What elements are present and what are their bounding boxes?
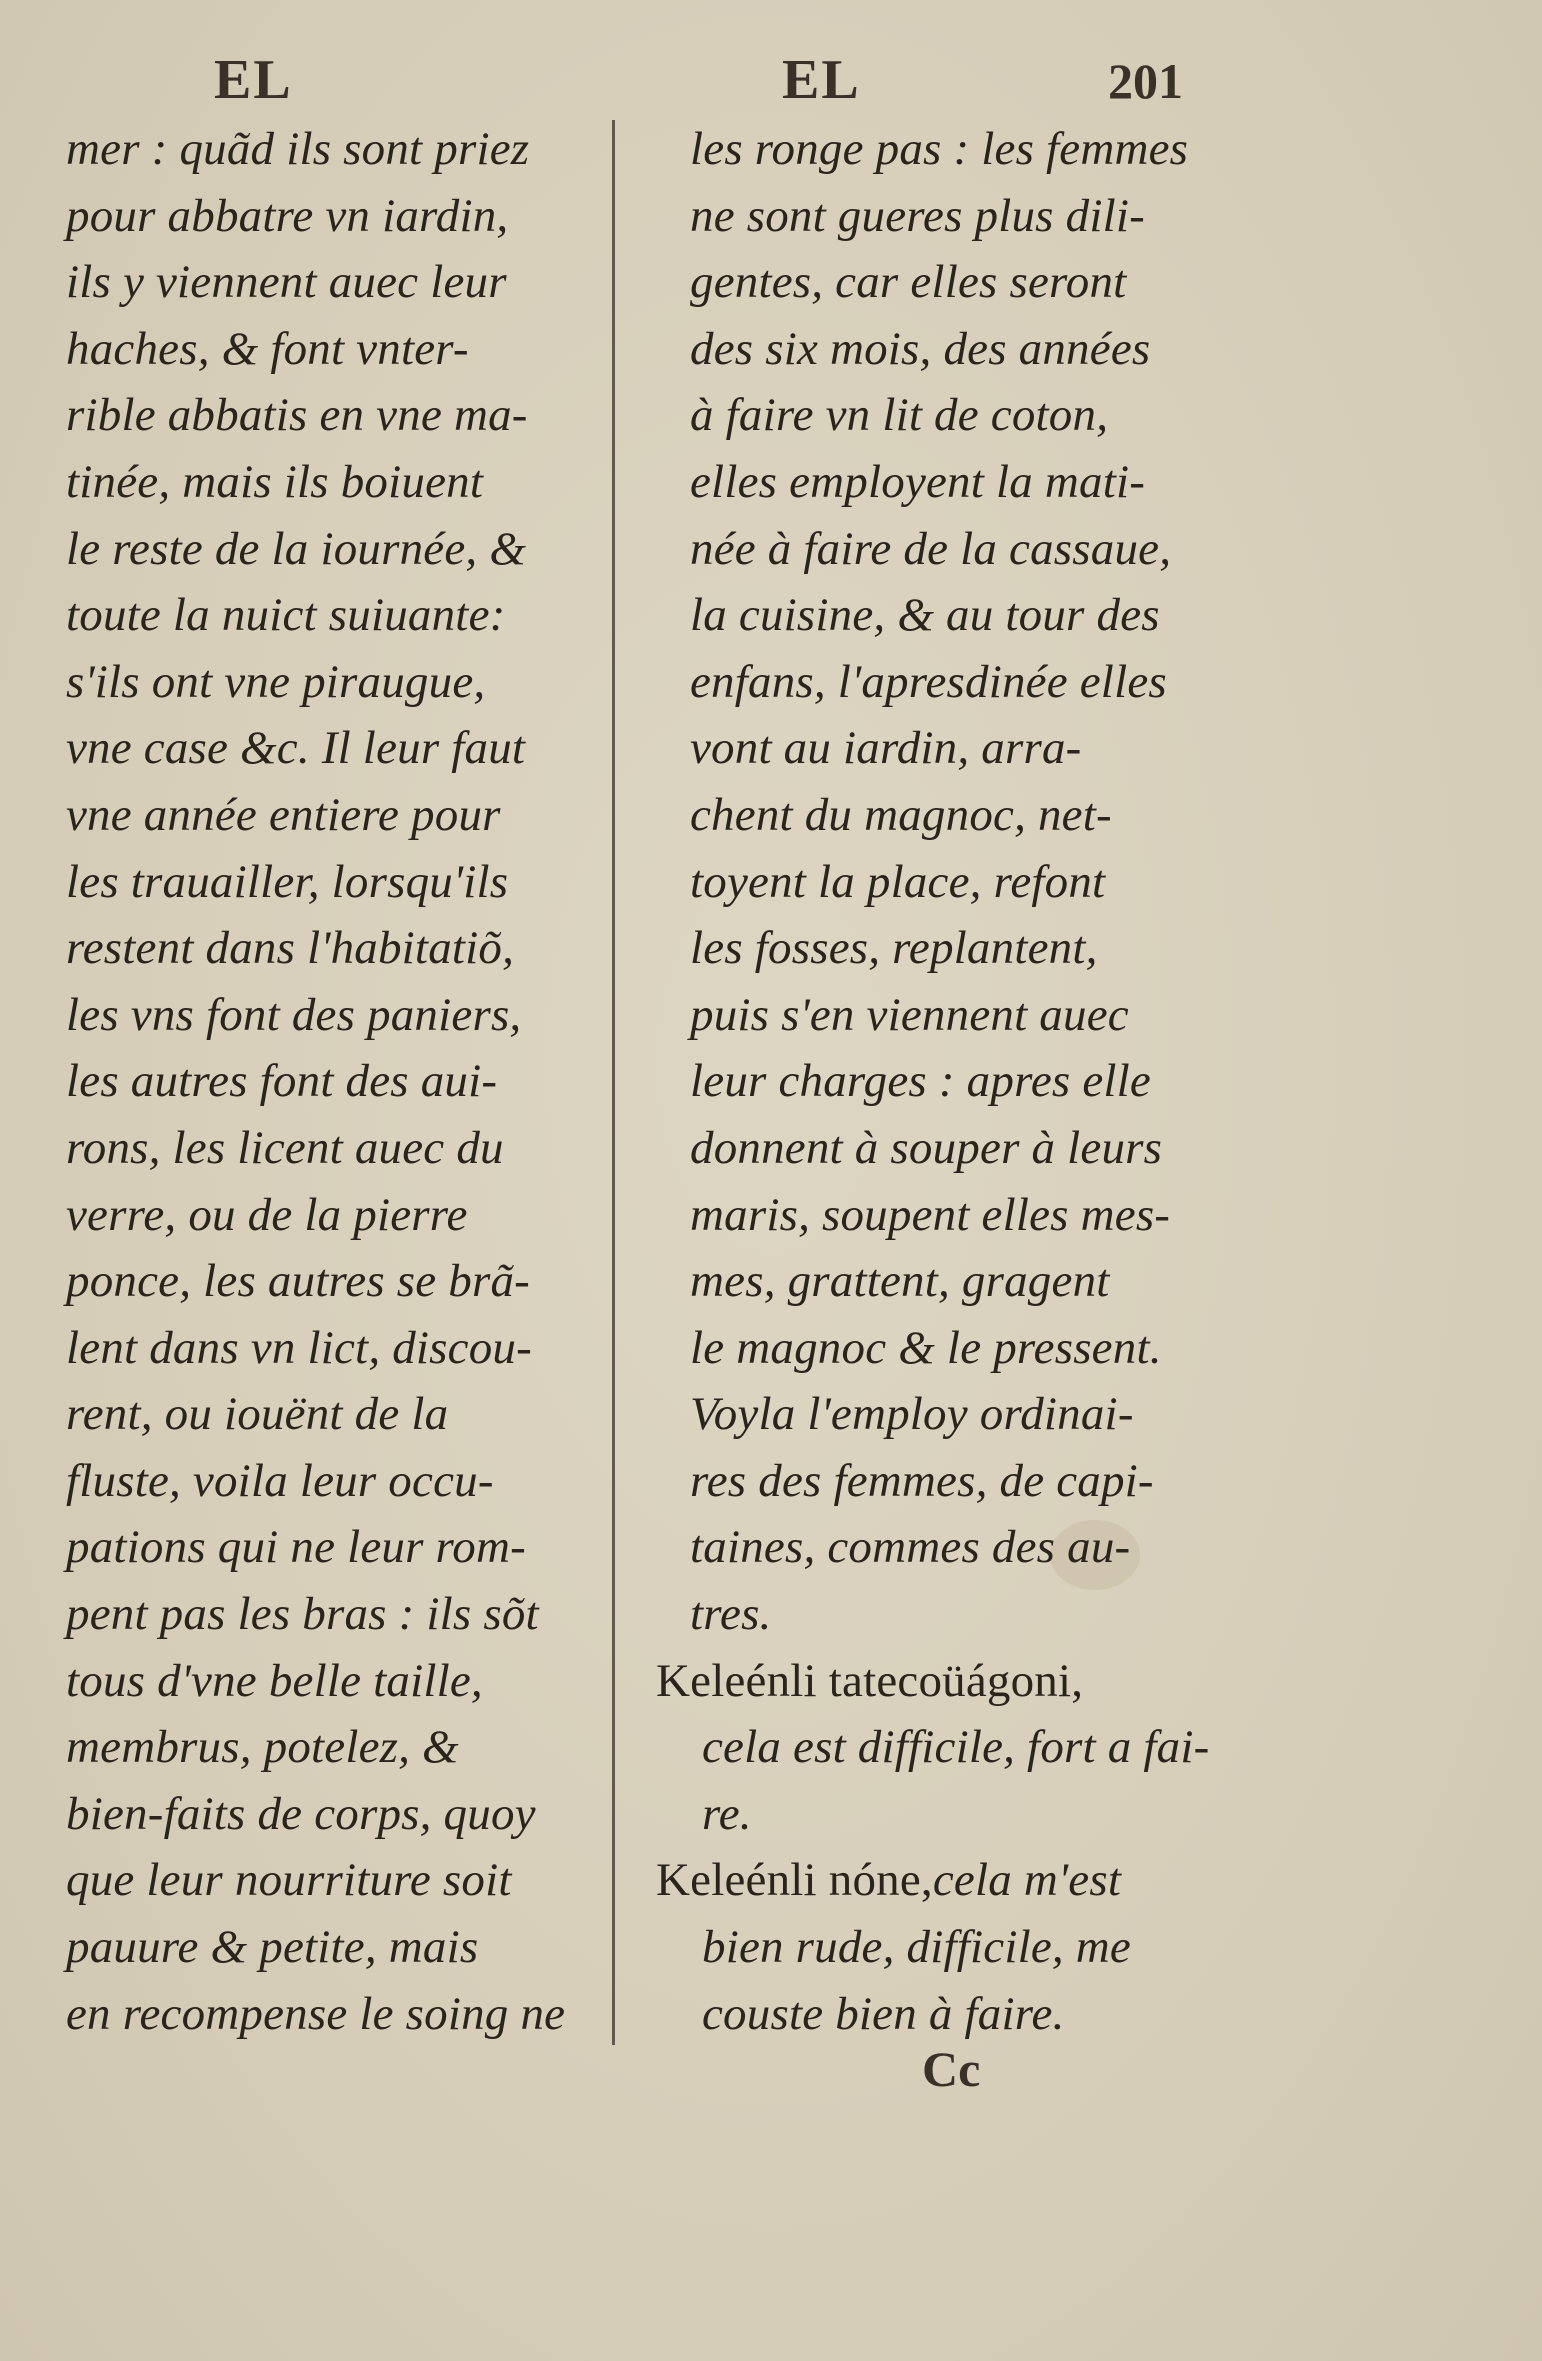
entry-gloss-line: cela est difficile, fort a fai- [702,1721,1210,1774]
text-line: chent du magnoc, net- [690,788,1112,841]
text-line: tous d'vne belle taille, [66,1654,483,1707]
text-line: leur charges : apres elle [690,1055,1151,1108]
text-line: pent pas les bras : ils sõt [66,1588,539,1641]
text-line: bien-faits de corps, quoy [66,1787,536,1840]
text-line: la cuisine, & au tour des [690,589,1160,642]
text-line: vne année entiere pour [66,788,501,841]
text-line: rible abbatis en vne ma- [66,389,528,442]
text-line: que leur nourriture soit [66,1854,512,1907]
text-line: gentes, car elles seront [690,256,1127,309]
right-text-column [656,116,1250,2047]
text-line: donnent à souper à leurs [690,1121,1163,1174]
text-line: fluste, voila leur occu- [66,1454,494,1507]
text-line: pations qui ne leur rom- [66,1521,526,1574]
text-line: les autres font des aui- [66,1055,498,1108]
text-line: née à faire de la cassaue, [690,522,1172,575]
running-head-left: EL [214,49,293,111]
text-line: haches, & font vnter- [66,322,469,375]
text-line: mer : quãd ils sont priez [66,123,530,175]
text-line: le magnoc & le pressent. [690,1321,1162,1374]
text-line: pauure & petite, mais [66,1921,479,1974]
left-text-column [66,116,596,2047]
text-line: les fosses, replantent, [690,922,1098,975]
text-line: verre, ou de la pierre [66,1188,468,1241]
text-line: pour abbatre vn iardin, [66,189,509,242]
text-line: taines, commes des au- [690,1521,1131,1574]
catchword: Cc [922,2041,981,2097]
text-line: tinée, mais ils boiuent [66,455,484,508]
page-number: 201 [1108,53,1183,109]
entry-headword: Keleénli nóne, [656,1854,933,1907]
text-line: restent dans l'habitatiõ, [66,922,515,975]
entry-gloss-start: cela m'est [932,1854,1122,1907]
text-line: s'ils ont vne piraugue, [66,655,486,708]
text-line: enfans, l'apresdinée elles [690,655,1167,708]
dictionary-entry-1 [656,1648,1250,1715]
text-line: ponce, les autres se brã- [66,1255,531,1308]
text-line: ne sont gueres plus dili- [690,189,1145,242]
text-line: Voyla l'employ ordinai- [690,1388,1134,1441]
text-line: toute la nuict suiuante: [66,589,506,642]
text-line: mes, grattent, gragent [690,1255,1110,1308]
text-line: vont au iardin, arra- [690,722,1082,775]
text-line: ils y viennent auec leur [66,256,507,309]
entry-gloss-line: couste bien à faire. [702,1987,1065,2040]
text-line: toyent la place, refont [690,855,1106,908]
entry-gloss-line: re. [702,1787,752,1840]
text-line: elles employent la mati- [690,455,1146,508]
text-line: membrus, potelez, & [66,1721,459,1774]
entry-gloss-line: bien rude, difficile, me [702,1921,1131,1974]
text-line: tres. [690,1588,772,1641]
text-line: les ronge pas : les femmes [690,123,1189,175]
entry-headword: Keleénli tatecoüágoni, [656,1654,1084,1707]
right-body-text [690,116,1250,1648]
text-line: rons, les licent auec du [66,1121,504,1174]
running-head-right: EL [782,49,861,111]
text-line: vne case &c. Il leur faut [66,722,526,775]
text-line: puis s'en viennent auec [690,988,1129,1041]
text-line: les trauailler, lorsqu'ils [66,855,509,908]
text-line: maris, soupent elles mes- [690,1188,1171,1241]
text-line: à faire vn lit de coton, [690,389,1109,442]
text-line: rent, ou iouënt de la [66,1388,449,1441]
text-line: des six mois, des années [690,322,1151,375]
column-divider-rule [612,120,615,2045]
text-line: le reste de la iournée, & [66,522,527,575]
text-line: les vns font des paniers, [66,988,522,1041]
dictionary-entry-2 [656,1847,1250,1914]
text-line: lent dans vn lict, discou- [66,1321,532,1374]
text-line: res des femmes, de capi- [690,1454,1154,1507]
text-line: en recompense le soing ne [66,1987,566,2040]
